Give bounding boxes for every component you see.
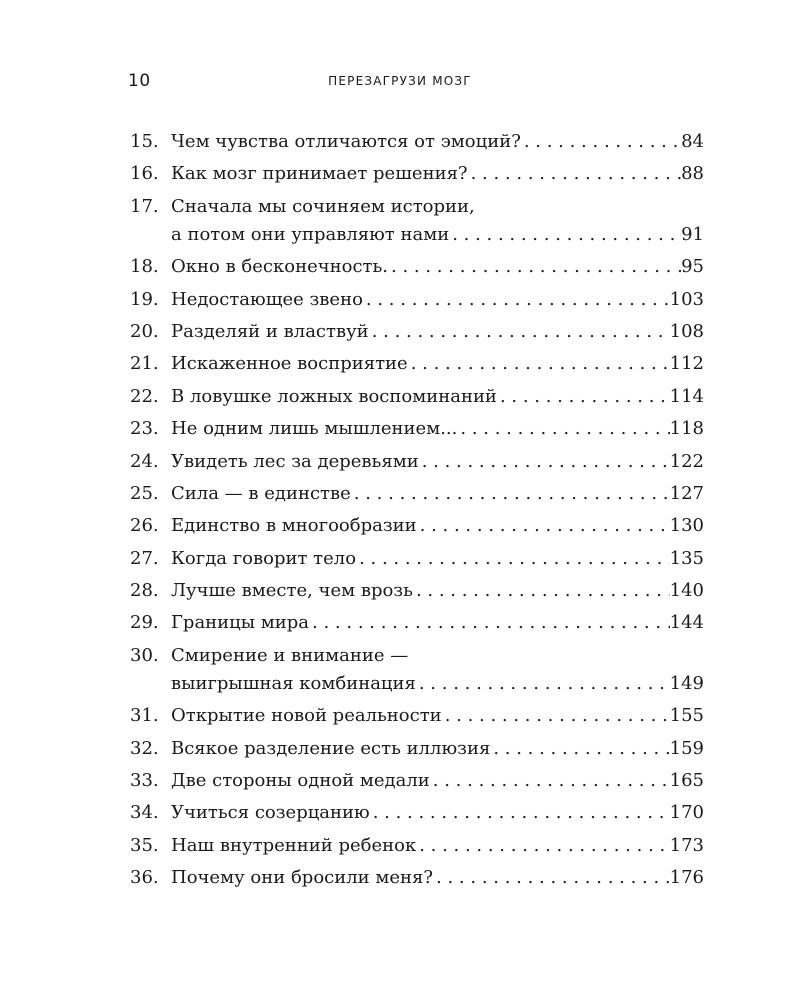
toc-entry-title: Разделяй и властвуй (171, 320, 369, 342)
table-of-contents (130, 128, 704, 897)
toc-entry-title: Недостающее звено (171, 288, 363, 310)
toc-entry (130, 415, 704, 443)
toc-leader-dots (309, 609, 670, 637)
toc-entry-title: Лучше вместе, чем врозь (171, 580, 413, 602)
toc-leader-dots (413, 577, 670, 605)
toc-entry (130, 160, 704, 188)
toc-entry-title: Всякое разделение есть иллюзия (171, 737, 491, 759)
toc-entry (130, 253, 704, 281)
toc-leader-dots (351, 480, 670, 508)
toc-entry-page: 127 (669, 482, 704, 504)
toc-entry (130, 767, 704, 795)
toc-leader-dots (521, 128, 681, 156)
toc-entry (130, 286, 704, 314)
toc-entry (130, 512, 704, 540)
toc-entry-number: 24. (130, 450, 159, 472)
toc-entry-number: 23. (130, 418, 159, 440)
toc-leader-dots (416, 670, 670, 698)
toc-entry-number: 27. (130, 547, 159, 569)
toc-entry-number: 29. (130, 612, 159, 634)
toc-entry-page: 130 (669, 515, 704, 537)
toc-entry-number: 34. (130, 802, 159, 824)
toc-entry-page: 112 (669, 353, 704, 375)
page-number: 10 (128, 71, 151, 91)
toc-entry-title: Искаженное восприятие (171, 353, 408, 375)
toc-leader-dots (416, 832, 669, 860)
toc-entry (130, 577, 704, 605)
toc-entry-number: 30. (130, 644, 159, 666)
toc-leader-dots (356, 545, 670, 573)
toc-leader-dots (419, 448, 670, 476)
toc-entry-page: 140 (669, 580, 704, 602)
toc-entry (130, 609, 704, 637)
toc-entry-number: 16. (130, 163, 159, 185)
toc-entry-page: 108 (669, 320, 704, 342)
toc-entry (130, 864, 704, 892)
toc-entry-page: 155 (669, 705, 704, 727)
toc-leader-dots (457, 415, 669, 443)
running-head: ПЕРЕЗАГРУЗИ МОЗГ (328, 74, 472, 88)
toc-entry-title: Окно в бесконечность. (171, 256, 389, 278)
toc-entry-title: Учиться созерцанию (171, 802, 370, 824)
toc-leader-dots (468, 160, 682, 188)
toc-entry-number: 20. (130, 320, 159, 342)
toc-entry-title: Как мозг принимает решения? (171, 163, 468, 185)
toc-leader-dots (363, 286, 670, 314)
toc-entry-number: 33. (130, 770, 159, 792)
toc-entry-number: 22. (130, 385, 159, 407)
toc-entry-page: 173 (669, 834, 704, 856)
toc-leader-dots (490, 735, 669, 763)
toc-entry-page: 159 (669, 737, 704, 759)
toc-entry (130, 193, 704, 249)
toc-leader-dots (369, 318, 670, 346)
toc-entry-number: 32. (130, 737, 159, 759)
toc-entry-title: Открытие новой реальности (171, 705, 442, 727)
toc-entry-number: 26. (130, 515, 159, 537)
toc-entry-number: 18. (130, 256, 159, 278)
toc-entry-page: 170 (669, 802, 704, 824)
toc-entry (130, 735, 704, 763)
toc-leader-dots (442, 702, 670, 730)
toc-entry-title: В ловушке ложных воспоминаний (171, 385, 497, 407)
toc-leader-dots (430, 767, 670, 795)
toc-entry-number: 21. (130, 353, 159, 375)
toc-entry-number: 15. (130, 131, 159, 152)
toc-entry-title: Сила — в единстве (171, 482, 351, 504)
toc-entry-title-line1: Сначала мы сочиняем истории, (171, 195, 475, 217)
toc-entry-page: 91 (681, 223, 704, 245)
toc-entry (130, 128, 704, 156)
toc-entry-page: 114 (669, 385, 704, 407)
toc-leader-dots (497, 383, 670, 411)
toc-entry-title: Когда говорит тело (171, 547, 357, 569)
toc-entry (130, 350, 704, 378)
toc-entry-page: 122 (669, 450, 704, 472)
toc-entry (130, 545, 704, 573)
toc-entry-number: 35. (130, 834, 159, 856)
toc-entry-page: 144 (669, 612, 704, 634)
toc-leader-dots (388, 253, 681, 281)
toc-entry-number: 36. (130, 867, 159, 889)
toc-entry-number: 17. (130, 195, 159, 217)
toc-entry-title: Увидеть лес за деревьями (171, 450, 419, 472)
toc-entry-number: 31. (130, 705, 159, 727)
toc-entry (130, 318, 704, 346)
toc-entry-title: Наш внутренний ребенок (171, 834, 417, 856)
toc-entry (130, 642, 704, 698)
toc-entry-title: Единство в многообразии (171, 515, 417, 537)
toc-leader-dots (433, 864, 670, 892)
toc-entry (130, 832, 704, 860)
toc-entry-page: 95 (681, 256, 704, 278)
toc-entry-page: 149 (669, 672, 704, 694)
toc-entry-number: 28. (130, 580, 159, 602)
toc-entry (130, 799, 704, 827)
toc-entry-page: 118 (669, 418, 704, 440)
toc-entry (130, 480, 704, 508)
toc-entry-title: Не одним лишь мышлением... (171, 418, 458, 440)
toc-entry-title: Почему они бросили меня? (171, 867, 434, 889)
toc-entry (130, 702, 704, 730)
toc-leader-dots (408, 350, 670, 378)
toc-entry-page: 103 (669, 288, 704, 310)
toc-leader-dots (417, 512, 670, 540)
toc-leader-dots (370, 799, 670, 827)
toc-entry-page: 135 (669, 547, 704, 569)
toc-entry-number: 25. (130, 482, 159, 504)
toc-leader-dots (449, 221, 681, 249)
toc-entry-title: Чем чувства отличаются от эмоций? (171, 131, 521, 152)
toc-entry-title: Две стороны одной медали (171, 770, 430, 792)
toc-entry (130, 448, 704, 476)
toc-entry-page: 165 (669, 770, 704, 792)
toc-entry-title-line1: Смирение и внимание — (171, 644, 409, 666)
toc-entry-title: Границы мира (171, 612, 310, 634)
toc-entry-page: 176 (669, 867, 704, 889)
toc-entry-page: 84 (681, 131, 704, 152)
toc-entry (130, 383, 704, 411)
toc-entry-title: а потом они управляют нами (171, 223, 450, 245)
toc-entry-page: 88 (681, 163, 704, 185)
toc-entry-number: 19. (130, 288, 159, 310)
toc-entry-title: выигрышная комбинация (171, 672, 416, 694)
